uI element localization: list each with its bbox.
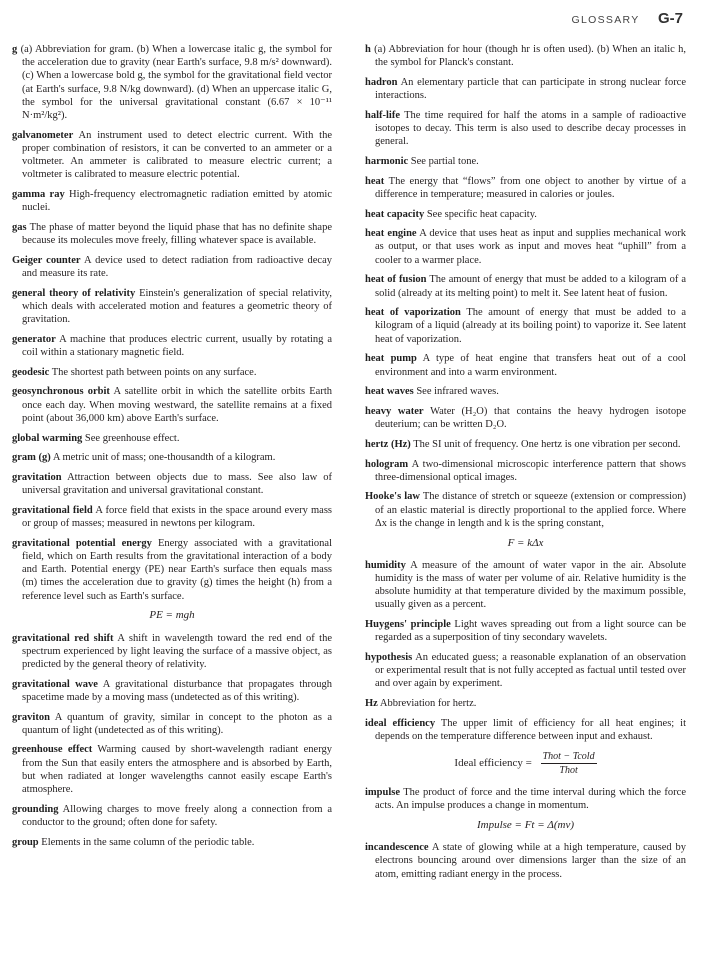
- glossary-entry: [12, 432, 332, 445]
- entry-text: A machine that produces electric current, usually by rotating a coil within a stationary magnetic field.: [22, 333, 332, 359]
- entry-text: Energy associated with a gravitational field, which on Earth results from the gravitational interaction of a body and Earth. Potential energy (PE) near Earth's surface then equals mass (m) times the acceleration due to gravity (g) times the height (h) from a reference level such as Earth's surface.: [22, 537, 333, 602]
- glossary-entry: [12, 537, 332, 603]
- entry-text: A device used to detect radiation from radioactive decay and measure its rate.: [22, 254, 333, 280]
- entry-term: impulse: [365, 787, 401, 799]
- entry-text: See infrared waves.: [416, 386, 499, 398]
- entry-text: Abbreviation for hertz.: [379, 698, 477, 710]
- entry-term: heat engine: [365, 228, 417, 240]
- glossary-entry: [365, 438, 686, 451]
- entry-term: greenhouse effect: [12, 744, 93, 756]
- efficiency-denominator: Thot: [559, 764, 578, 776]
- entry-term: gravitational potential energy: [12, 537, 152, 549]
- entry-text: A gravitational disturbance that propagates through spacetime made by a moving mass (undetected as of this writing).: [22, 678, 333, 703]
- glossary-entry: [12, 803, 332, 829]
- entry-text: High-frequency electromagnetic radiation emitted by atomic nuclei.: [22, 189, 332, 214]
- glossary-entry: [365, 405, 686, 431]
- glossary-entry: [365, 43, 686, 69]
- efficiency-numerator: Thot − Tcold: [541, 750, 597, 764]
- glossary-entry: [12, 678, 332, 704]
- glossary-entry: [365, 651, 686, 691]
- entry-text: An elementary particle that can participate in strong nuclear force interactions.: [375, 76, 687, 102]
- entry-term: heat waves: [365, 386, 414, 398]
- page-number: G-7: [657, 10, 683, 27]
- entry-text: A shift in wavelength toward the red end of the spectrum experienced by light leaving the surface of a massive object, as predicted by the general theory of relativity.: [22, 632, 332, 670]
- entry-term: gravitational wave: [12, 678, 98, 690]
- glossary-entry: [365, 155, 686, 168]
- entry-text: A state of glowing while at a high temperature, caused by electrons bouncing around over dimensions larger than the size of an atom, emitting radiant energy in the process.: [375, 842, 686, 880]
- entry-text: (a) Abbreviation for hour (though hr is often used). (b) When an italic h, the symbol for Planck's constant.: [374, 44, 686, 69]
- entry-text: The energy that “flows” from one object to another by virtue of a difference in temperature; measured in calories or joules.: [375, 175, 686, 200]
- entry-text: (a) Abbreviation for gram. (b) When a lowercase italic g, the symbol for the acceleration due to gravity (near Earth's surface, 9.8 m/s² downward). (c) When a lowercase bold g, the symbol for the gravitational field vector (at Earth's surface, 9.8 N/kg downward). (d) When an uppercase italic G, the symbol for the universal gravitational constant (6.67 × 10⁻¹¹ N·m²/kg²).: [20, 44, 332, 122]
- entry-text: The product of force and the time interval during which the force acts. An impulse produces a change in momentum.: [375, 787, 686, 812]
- entry-term: group: [12, 836, 39, 848]
- impulse-formula: Impulse = Ft = Δ(mv): [476, 819, 575, 832]
- entry-text: Einstein's generalization of special relativity, which deals with accelerated motion and features a geometric theory of gravitation.: [22, 287, 332, 326]
- entry-text: An instrument used to detect electric current. With the proper combination of resistors, it can be converted to an ammeter or a voltmeter. An ammeter is calibrated to measure electric current; a voltmeter is calibrated to measure electric potential.: [22, 129, 333, 181]
- entry-term: ideal efficiency: [365, 717, 436, 729]
- glossary-entry: [365, 175, 686, 201]
- glossary-entry: [365, 618, 686, 644]
- glossary-entry: [365, 273, 686, 299]
- entry-text: A metric unit of mass; one-thousandth of a kilogram.: [52, 452, 276, 464]
- entry-term: harmonic: [365, 155, 409, 167]
- entry-text: A quantum of gravity, similar in concept to the photon as a quantum of light (undetected as of this writing).: [22, 711, 333, 736]
- entry-term: graviton: [12, 711, 50, 723]
- right-column: [365, 43, 686, 887]
- entry-text: Attraction between objects due to mass. See also law of universal gravitation and universal gravitational constant.: [22, 471, 332, 497]
- entry-text: See greenhouse effect.: [84, 432, 180, 444]
- entry-text: The distance of stretch or squeeze (extension or compression) of an elastic material is directly proportional to the applied force. Where Δx is the change in length and k is the spring constant,: [375, 491, 686, 529]
- entry-term: g: [12, 44, 18, 55]
- entry-text: See partial tone.: [410, 155, 479, 167]
- glossary-entry: [12, 504, 332, 530]
- entry-term: Geiger counter: [12, 254, 81, 266]
- glossary-entry: [12, 385, 332, 425]
- entry-text: The amount of energy that must be added to a kilogram of a liquid (already at its boiling point) to vaporize it. See latent heat of vaporization.: [375, 307, 686, 345]
- entry-text: A type of heat engine that transfers heat out of a cool environment and into a warm environment.: [375, 353, 686, 378]
- ideal-efficiency-formula: [365, 750, 686, 777]
- entry-term: gamma ray: [12, 189, 65, 201]
- entry-term: general theory of relativity: [12, 287, 136, 299]
- left-column: [12, 43, 332, 855]
- entry-term: gravitational red shift: [12, 632, 114, 644]
- glossary-entry: [12, 743, 332, 796]
- entry-term: gram (g): [12, 452, 51, 464]
- entry-term: hertz (Hz): [365, 438, 411, 450]
- entry-text: A force field that exists in the space around every mass or group of masses; measured in newtons per kilogram.: [22, 504, 333, 530]
- entry-text: A measure of the amount of water vapor in the air. Absolute humidity is the mass of water per volume of air. Relative humidity is the absolute humidity at that temperature divided by the maximum possible, usually given as a percent.: [375, 559, 686, 611]
- glossary-entry: [365, 717, 686, 743]
- entry-term: heat of fusion: [365, 274, 427, 286]
- glossary-entry: [365, 208, 686, 221]
- entry-term: geosynchronous orbit: [12, 386, 110, 398]
- entry-term: hadron: [365, 76, 398, 88]
- entry-term: generator: [12, 333, 56, 345]
- entry-term: grounding: [12, 803, 59, 815]
- ideal-efficiency-label: Ideal efficiency =: [454, 756, 532, 769]
- entry-text: A device that uses heat as input and supplies mechanical work as output, or that uses work as input and moves heat “uphill” from a cooler to a warmer place.: [375, 228, 686, 266]
- entry-term: h: [365, 44, 371, 55]
- glossary-entry: [365, 458, 686, 484]
- glossary-entry: [365, 559, 686, 612]
- potential-energy-formula: PE = mgh: [149, 609, 195, 622]
- entry-term: incandescence: [365, 842, 429, 854]
- section-label: GLOSSARY: [571, 14, 640, 26]
- entry-text: Elements in the same column of the periodic table.: [41, 836, 255, 848]
- glossary-entry: [365, 385, 686, 398]
- entry-text: A satellite orbit in which the satellite orbits Earth once each day. When moving westward, the satellite remains at a fixed point (about 36,000 km) above Earth's surface.: [22, 386, 332, 424]
- glossary-entry: [12, 451, 332, 464]
- efficiency-fraction: [541, 750, 597, 777]
- entry-term: heat of vaporization: [365, 307, 461, 319]
- entry-term: hologram: [365, 458, 409, 470]
- entry-text: An educated guess; a reasonable explanation of an observation or experimental result that is not fully accepted as factual until tested over and over again by experiment.: [375, 652, 686, 690]
- entry-term: Huygens' principle: [365, 619, 451, 631]
- entry-term: heat capacity: [365, 208, 425, 220]
- glossary-entry: [12, 287, 332, 327]
- glossary-entry: [12, 254, 332, 280]
- glossary-entry: [12, 43, 332, 122]
- entry-term: geodesic: [12, 366, 50, 378]
- entry-term: galvanometer: [12, 129, 74, 141]
- hookes-law-formula: F = kΔx: [507, 536, 544, 549]
- glossary-entry: [12, 188, 332, 214]
- glossary-entry: [12, 632, 332, 672]
- glossary-entry: [365, 697, 686, 710]
- page-header: [572, 10, 683, 28]
- glossary-entry: [12, 471, 332, 497]
- entry-term: heat pump: [365, 353, 417, 365]
- entry-text: A two-dimensional microscopic interference pattern that shows three-dimensional optical images.: [375, 458, 687, 483]
- entry-text: The upper limit of efficiency for all heat engines; it depends on the temperature difference between input and exhaust.: [375, 717, 686, 743]
- entry-term: humidity: [365, 559, 406, 571]
- entry-term: half-life: [365, 109, 400, 121]
- glossary-entry: [365, 490, 686, 530]
- glossary-entry: [365, 841, 686, 881]
- entry-text: The time required for half the atoms in a sample of radioactive isotopes to decay. This term is also used to describe decay processes in general.: [375, 109, 687, 148]
- glossary-entry: [12, 221, 332, 247]
- entry-term: heavy water: [365, 405, 424, 417]
- entry-text: The shortest path between points on any surface.: [51, 366, 257, 378]
- glossary-entry: [365, 786, 686, 812]
- entry-text: Light waves spreading out from a light source can be regarded as a superposition of tiny secondary wavelets.: [375, 619, 687, 644]
- entry-term: hypothesis: [365, 652, 413, 664]
- entry-text: See specific heat capacity.: [426, 208, 537, 220]
- glossary-entry: [12, 711, 332, 737]
- entry-text: Allowing charges to move freely along a connection from a conductor to the ground; often done for safety.: [22, 803, 332, 828]
- entry-text: The amount of energy that must be added to a kilogram of a solid (already at its melting point) to melt it. See latent heat of fusion.: [375, 274, 687, 299]
- glossary-entry: [12, 366, 332, 379]
- entry-text: The phase of matter beyond the liquid phase that has no definite shape because its molecules move freely, filling whatever space is available.: [22, 221, 332, 247]
- entry-term: global warming: [12, 432, 83, 444]
- glossary-entry: [12, 836, 332, 849]
- glossary-entry: [365, 76, 686, 102]
- entry-term: heat: [365, 175, 385, 187]
- glossary-entry: [365, 227, 686, 267]
- entry-term: gravitation: [12, 471, 62, 483]
- entry-term: Hooke's law: [365, 491, 420, 503]
- glossary-entry: [12, 129, 332, 182]
- entry-text: Warming caused by short-wavelength radiant energy from the Sun that easily enters the atmosphere and is absorbed by Earth, but when radiated at longer wavelengths cannot easily escape Earth's atmosphere.: [22, 744, 332, 796]
- entry-term: Hz: [365, 698, 378, 710]
- glossary-entry: [365, 109, 686, 149]
- glossary-entry: [365, 306, 686, 346]
- entry-term: gas: [12, 221, 27, 233]
- entry-text: The SI unit of frequency. One hertz is one vibration per second.: [413, 438, 681, 450]
- glossary-entry: [12, 333, 332, 359]
- entry-term: gravitational field: [12, 504, 93, 516]
- entry-text: Water (H₂O) that contains the heavy hydrogen isotope deuterium; can be written D₂O.: [375, 405, 686, 431]
- glossary-entry: [365, 352, 686, 378]
